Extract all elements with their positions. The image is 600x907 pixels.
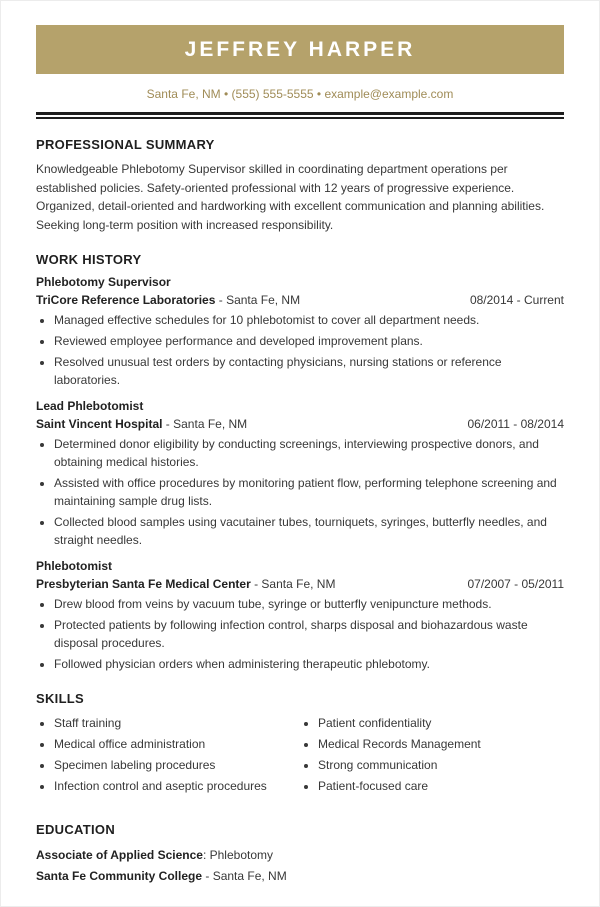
work-history-heading: WORK HISTORY	[36, 252, 142, 268]
bullet: • Managed effective schedules for 10 phlebotomist to cover all department needs.	[54, 311, 564, 329]
job-entry	[36, 399, 564, 549]
bullet: • Protected patients by following infection control, sharps disposal and biohazardous waste disposal procedures.	[54, 616, 564, 652]
skill-item: • Infection control and aseptic procedures	[54, 777, 300, 795]
job-title: Phlebotomist	[36, 559, 113, 574]
education-heading: EDUCATION	[36, 822, 116, 838]
job-location: - Santa Fe, NM	[162, 417, 248, 432]
bullet: • Reviewed employee performance and developed improvement plans.	[54, 332, 564, 350]
education-school-line	[36, 866, 564, 886]
job-dates: 06/2011 - 08/2014	[467, 417, 564, 432]
job-dates: 07/2007 - 05/2011	[467, 577, 564, 592]
summary-heading: PROFESSIONAL SUMMARY	[36, 137, 215, 152]
job-company: Presbyterian Santa Fe Medical Center	[36, 577, 251, 592]
skill-item: • Strong communication	[318, 756, 564, 774]
job-company: TriCore Reference Laboratories	[36, 293, 216, 308]
skill-item: • Staff training	[54, 714, 300, 732]
skill-item: • Specimen labeling procedures	[54, 756, 300, 774]
job-company-line	[36, 293, 300, 307]
job-company-line	[36, 417, 247, 431]
header-band	[36, 25, 564, 74]
job-dates: 08/2014 - Current	[469, 293, 564, 308]
education-degree-line	[36, 845, 564, 865]
skills-right-column	[300, 714, 564, 798]
job-meta	[36, 577, 564, 591]
section-divider	[36, 112, 564, 119]
bullet: • Assisted with office procedures by monitoring patient flow, performing telephone screening and maintaining sample drug lists.	[54, 474, 564, 510]
job-entry	[36, 559, 564, 673]
skills-left-column	[36, 714, 300, 798]
skill-item: • Medical Records Management	[318, 735, 564, 753]
skill-item: • Medical office administration	[54, 735, 300, 753]
job-meta	[36, 417, 564, 431]
job-title: Phlebotomy Supervisor	[36, 275, 171, 290]
education-degree-detail: : Phlebotomy	[202, 848, 273, 863]
job-company: Saint Vincent Hospital	[36, 417, 163, 432]
skills-heading: SKILLS	[36, 691, 85, 707]
bullet: • Drew blood from veins by vacuum tube, syringe or butterfly venipuncture methods.	[54, 595, 564, 613]
job-meta	[36, 293, 564, 307]
bullet: • Determined donor eligibility by conducting screenings, interviewing prospective donors, and obtaining medical histories.	[54, 435, 564, 471]
education-degree: Associate of Applied Science	[36, 848, 203, 863]
job-title: Lead Phlebotomist	[36, 399, 144, 414]
job-bullets	[36, 435, 564, 549]
job-company-line	[36, 577, 335, 591]
education-school: Santa Fe Community College	[36, 868, 203, 883]
education-school-detail: - Santa Fe, NM	[202, 868, 287, 883]
candidate-name: JEFFREY HARPER	[184, 38, 416, 61]
job-bullets	[36, 595, 564, 673]
bullet: • Followed physician orders when administering therapeutic phlebotomy.	[54, 655, 564, 673]
job-bullets	[36, 311, 564, 389]
summary-text: Knowledgeable Phlebotomy Supervisor skilled in coordinating department operations per established policies. Safety-oriented professional with 12 years of progressive experience. Organized, detail-oriented and hardworking with excellent communication and planning abilities. Seeking long-term position with increased responsibility.	[36, 162, 545, 232]
job-location: - Santa Fe, NM	[250, 577, 336, 592]
skill-item: • Patient confidentiality	[318, 714, 564, 732]
job-entry	[36, 275, 564, 389]
skills-columns	[36, 714, 564, 804]
skill-item: • Patient-focused care	[318, 777, 564, 795]
bullet: • Collected blood samples using vacutainer tubes, tourniquets, syringes, butterfly needles, and straight needles.	[54, 513, 564, 549]
job-location: - Santa Fe, NM	[215, 293, 301, 308]
bullet: • Resolved unusual test orders by contacting physicians, nursing stations or reference laboratories.	[54, 353, 564, 389]
contact-line: Santa Fe, NM • (555) 555-5555 • example@example.com	[146, 87, 454, 101]
